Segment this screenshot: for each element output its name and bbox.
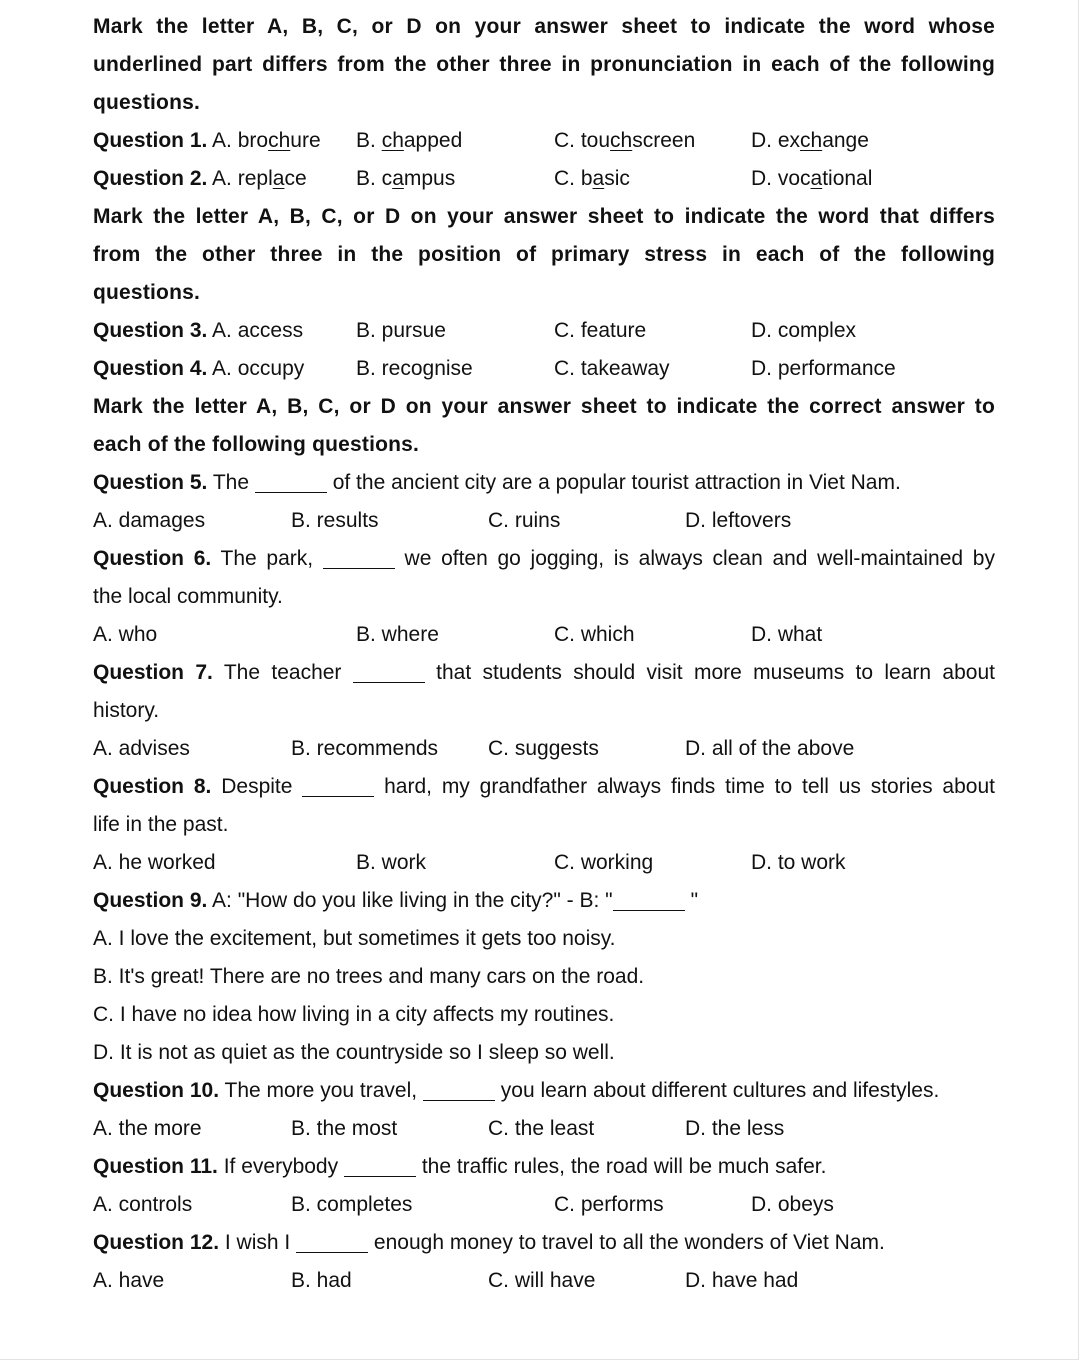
question-3-label: Question 3. — [93, 319, 208, 342]
question-3-option-b: B. pursue — [356, 319, 446, 342]
question-12-stem-after: enough money to travel to all the wonders of Viet Nam. — [373, 1231, 885, 1254]
question-5-stem-before: The — [212, 471, 250, 494]
question-6-label: Question 6. — [93, 547, 212, 570]
question-8-options — [93, 844, 995, 882]
question-12-option-a: A. have — [93, 1269, 165, 1292]
question-9-option-c: C. I have no idea how living in a city affects my routines. — [93, 1003, 615, 1026]
question-11-label: Question 11. — [93, 1155, 218, 1178]
question-4-option-c: C. takeaway — [554, 357, 670, 380]
question-7-option-c: C. suggests — [488, 737, 599, 760]
section1-instruction-line3: questions. — [93, 91, 201, 114]
question-5 — [93, 464, 995, 502]
question-9-option-d: D. It is not as quiet as the countryside so I sleep so well. — [93, 1041, 615, 1064]
question-4-label: Question 4. — [93, 357, 208, 380]
question-6-option-b: B. where — [356, 623, 439, 646]
question-8-continuation: life in the past. — [93, 813, 229, 836]
question-11-blank — [344, 1150, 416, 1177]
question-8-option-c: C. working — [554, 851, 654, 874]
question-7-option-a: A. advises — [93, 737, 190, 760]
question-6 — [93, 540, 995, 578]
question-7-label: Question 7. — [93, 661, 213, 684]
question-12-option-c: C. will have — [488, 1269, 596, 1292]
question-10-option-d: D. the less — [685, 1117, 785, 1140]
worksheet — [93, 8, 995, 1300]
section1-instruction-line2: underlined part differs from the other three in pronunciation in each of the following — [93, 53, 995, 76]
question-4 — [93, 350, 995, 388]
question-6-blank — [323, 542, 395, 569]
question-9-option-a: A. I love the excitement, but sometimes it gets too noisy. — [93, 927, 616, 950]
question-9-stem-before: A: "How do you like living in the city?" - B: " — [212, 889, 613, 912]
question-9-blank — [613, 884, 685, 911]
question-1 — [93, 122, 995, 160]
question-7 — [93, 654, 995, 692]
question-8-stem-after: hard, my grandfather always finds time to tell us stories about — [384, 775, 995, 798]
question-1-option-c: C. touchscreen — [554, 129, 696, 152]
question-2 — [93, 160, 995, 198]
question-3 — [93, 312, 995, 350]
question-11-stem-after: the traffic rules, the road will be much safer. — [421, 1155, 827, 1178]
question-11-option-a: A. controls — [93, 1193, 193, 1216]
question-5-option-b: B. results — [291, 509, 379, 532]
question-11-option-d: D. obeys — [751, 1193, 834, 1216]
question-8-blank — [302, 770, 374, 797]
section2-instruction-line2: from the other three in the position of primary stress in each of the following — [93, 243, 995, 266]
section3-instruction-line1: Mark the letter A, B, C, or D on your answer sheet to indicate the correct answer to — [93, 395, 995, 418]
question-7-stem-before: The teacher — [223, 661, 342, 684]
question-12-option-d: D. have had — [685, 1269, 799, 1292]
question-10-stem-before: The more you travel, — [224, 1079, 418, 1102]
question-9-option-b: B. It's great! There are no trees and many cars on the road. — [93, 965, 645, 988]
question-11 — [93, 1148, 995, 1186]
question-4-option-b: B. recognise — [356, 357, 473, 380]
question-6-options — [93, 616, 995, 654]
question-1-option-a: A. brochure — [212, 129, 321, 152]
question-3-option-d: D. complex — [751, 319, 857, 342]
question-9 — [93, 882, 995, 920]
question-11-option-b: B. completes — [291, 1193, 413, 1216]
question-10-stem-after: you learn about different cultures and lifestyles. — [500, 1079, 940, 1102]
question-10-blank — [423, 1074, 495, 1101]
question-10 — [93, 1072, 995, 1110]
section1-instruction-line1: Mark the letter A, B, C, or D on your answer sheet to indicate the word whose — [93, 15, 995, 38]
question-1-label: Question 1. — [93, 129, 208, 152]
question-1-option-b: B. chapped — [356, 129, 463, 152]
question-12-blank — [296, 1226, 368, 1253]
question-5-option-d: D. leftovers — [685, 509, 792, 532]
question-5-label: Question 5. — [93, 471, 208, 494]
question-5-option-c: C. ruins — [488, 509, 561, 532]
question-12 — [93, 1224, 995, 1262]
question-2-option-c: C. basic — [554, 167, 630, 190]
question-6-option-a: A. who — [93, 623, 158, 646]
question-5-blank — [255, 466, 327, 493]
question-10-options — [93, 1110, 995, 1148]
question-8-option-b: B. work — [356, 851, 427, 874]
question-6-option-d: D. what — [751, 623, 823, 646]
question-11-option-c: C. performs — [554, 1193, 664, 1216]
question-10-option-b: B. the most — [291, 1117, 398, 1140]
question-7-option-d: D. all of the above — [685, 737, 855, 760]
section3-instruction-line2: each of the following questions. — [93, 433, 420, 456]
question-10-option-a: A. the more — [93, 1117, 202, 1140]
question-2-label: Question 2. — [93, 167, 208, 190]
question-8-option-a: A. he worked — [93, 851, 216, 874]
question-7-options — [93, 730, 995, 768]
question-2-option-a: A. replace — [212, 167, 307, 190]
question-10-label: Question 10. — [93, 1079, 220, 1102]
question-7-blank — [353, 656, 425, 683]
question-12-label: Question 12. — [93, 1231, 220, 1254]
question-10-option-c: C. the least — [488, 1117, 595, 1140]
question-9-stem-after: " — [690, 889, 699, 912]
question-8-label: Question 8. — [93, 775, 212, 798]
question-7-continuation: history. — [93, 699, 160, 722]
question-3-option-a: A. access — [212, 319, 304, 342]
question-11-stem-before: If everybody — [223, 1155, 339, 1178]
question-7-option-b: B. recommends — [291, 737, 439, 760]
question-6-option-c: C. which — [554, 623, 635, 646]
question-8-option-d: D. to work — [751, 851, 846, 874]
question-11-options — [93, 1186, 995, 1224]
question-12-stem-before: I wish I — [224, 1231, 291, 1254]
question-2-option-b: B. campus — [356, 167, 456, 190]
question-6-continuation: the local community. — [93, 585, 283, 608]
question-8 — [93, 768, 995, 806]
question-4-option-d: D. performance — [751, 357, 896, 380]
question-5-option-a: A. damages — [93, 509, 206, 532]
question-9-label: Question 9. — [93, 889, 208, 912]
section2-instruction-line1: Mark the letter A, B, C, or D on your answer sheet to indicate the word that differs — [93, 205, 995, 228]
question-8-stem-before: Despite — [221, 775, 293, 798]
question-7-stem-after: that students should visit more museums to learn about — [436, 661, 995, 684]
question-6-stem-before: The park, — [220, 547, 314, 570]
question-6-stem-after: we often go jogging, is always clean and well-maintained by — [404, 547, 995, 570]
question-12-option-b: B. had — [291, 1269, 352, 1292]
question-5-options — [93, 502, 995, 540]
question-12-options — [93, 1262, 995, 1300]
question-5-stem-after: of the ancient city are a popular tourist attraction in Viet Nam. — [332, 471, 901, 494]
question-2-option-d: D. vocational — [751, 167, 873, 190]
question-4-option-a: A. occupy — [212, 357, 305, 380]
question-1-option-d: D. exchange — [751, 129, 869, 152]
section2-instruction-line3: questions. — [93, 281, 201, 304]
question-3-option-c: C. feature — [554, 319, 647, 342]
